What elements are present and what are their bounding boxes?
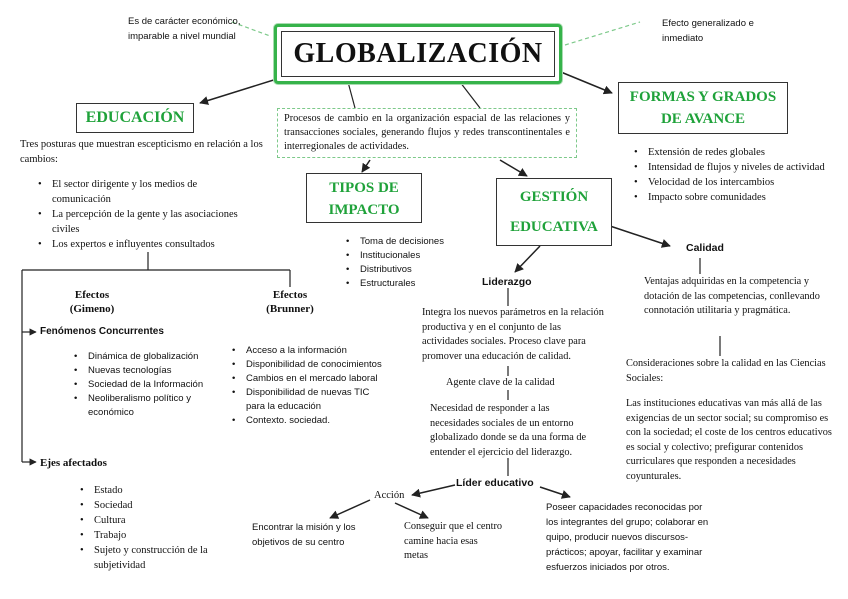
- arrow-title-educacion: [200, 78, 280, 103]
- educacion-box: [76, 103, 194, 133]
- instituciones-text: Las instituciones educativas van más allá de las exigencias de un sector social; su compromiso es con la sociedad; el coste de los centros educativos es social y colectivo; prefigurar contenidos curriculares que responden a necesidades coyunturales.: [626, 398, 832, 482]
- list-item: • Disponibilidad de nuevas TIC para la educación: [230, 386, 390, 414]
- list-item: • Nuevas tecnologías: [72, 364, 212, 378]
- necesidad-text: Necesidad de responder a las necesidades sociales de un entorno globalizado donde se da una forma de entender el ejercicio del liderazgo.: [430, 403, 587, 458]
- line-title-desc2: [460, 82, 480, 108]
- arrow-accion-2: [395, 503, 428, 518]
- brunner-list: [230, 344, 390, 428]
- arrow-gestion-calidad: [610, 226, 670, 246]
- list-item: • Trabajo: [78, 528, 228, 543]
- brunner-heading: [250, 288, 330, 316]
- list-item: • Contexto. sociedad.: [230, 414, 390, 428]
- line-title-desc: [348, 82, 355, 108]
- educacion-title: EDUCACIÓN: [85, 109, 185, 126]
- agente-text: Agente clave de la calidad: [446, 377, 555, 388]
- gestion-title-2: EDUCATIVA: [510, 219, 598, 235]
- arrow-gestion-liderazgo: [515, 246, 540, 272]
- list-item: • Extensión de redes globales: [632, 145, 842, 160]
- arrow-lider-poseer: [540, 487, 570, 497]
- fenomenos-label: Fenómenos Concurrentes: [40, 326, 164, 337]
- gestion-title-1: GESTIÓN: [519, 189, 589, 205]
- educacion-intro: Tres posturas que muestran escepticismo en relación a los cambios:: [20, 139, 263, 165]
- ejes-label: Ejes afectados: [40, 457, 107, 469]
- list-item: • Cambios en el mercado laboral: [230, 372, 390, 386]
- list-item: • La percepción de la gente y las asociaciones civiles: [36, 207, 258, 237]
- tipos-box: [306, 173, 422, 223]
- formas-box: [618, 82, 788, 134]
- list-item: • Distributivos: [344, 263, 474, 277]
- lider-label: Líder educativo: [456, 477, 534, 489]
- list-item: • Estado: [78, 483, 228, 498]
- list-item: • Toma de decisiones: [344, 235, 474, 249]
- list-item: • Velocidad de los intercambios: [632, 175, 842, 190]
- list-item: • Estructurales: [344, 277, 474, 291]
- dashed-connector-right: [565, 22, 640, 45]
- center-description: Procesos de cambio en la organización espacial de las relaciones y transacciones sociales, generando flujos y redes transcontinentales e interregionales de actividades.: [277, 108, 577, 158]
- formas-list: [632, 145, 842, 205]
- arrow-lider-accion: [412, 485, 455, 495]
- list-item: • Dinámica de globalización: [72, 350, 212, 364]
- ejes-list: [78, 483, 228, 573]
- list-item: • Los expertos e influyentes consultados: [36, 237, 258, 252]
- accion-2: Conseguir que el centro camine hacia esas metas: [404, 521, 503, 561]
- calidad-text: Ventajas adquiridas en la competencia y dotación de las competencias, conllevando connotación utilitaria y pragmática.: [644, 276, 820, 316]
- gimeno-title-1: Efectos: [74, 289, 110, 301]
- note-left: Es de carácter económico, imparable a nivel mundial: [128, 16, 241, 42]
- arrow-desc-tipos: [362, 160, 370, 172]
- list-item: • Institucionales: [344, 249, 474, 263]
- fenomenos-list: [72, 350, 212, 420]
- main-title: GLOBALIZACIÓN: [293, 38, 543, 69]
- list-item: • Neoliberalismo político y económico: [72, 392, 212, 420]
- list-item: • Impacto sobre comunidades: [632, 190, 842, 205]
- liderazgo-label: Liderazgo: [482, 276, 532, 288]
- tipos-title: TIPOS DE IMPACTO: [328, 180, 400, 218]
- educacion-list: [36, 177, 258, 252]
- list-item: • Sociedad de la Información: [72, 378, 212, 392]
- brunner-title-1: Efectos: [272, 289, 308, 301]
- consideraciones-text: Consideraciones sobre la calidad en las Ciencias Sociales:: [626, 358, 826, 384]
- tipos-list: [344, 235, 474, 291]
- list-item: • El sector dirigente y los medios de comunicación: [36, 177, 258, 207]
- title-box: [274, 24, 562, 84]
- poseer-text: Poseer capacidades reconocidas por los integrantes del grupo; colaborar en quipo, producir nuevos discursos-prácticos; apoyar, facilitar y examinar esfuerzos iniciados por otros.: [546, 502, 709, 573]
- calidad-label: Calidad: [686, 242, 724, 254]
- accion-label: Acción: [374, 490, 405, 501]
- arrow-title-formas: [556, 70, 612, 93]
- accion-1: Encontrar la misión y los objetivos de su centro: [252, 522, 356, 548]
- gimeno-title-2: (Gimeno): [69, 303, 115, 315]
- list-item: • Acceso a la información: [230, 344, 390, 358]
- formas-title: FORMAS Y GRADOS DE AVANCE: [629, 89, 777, 127]
- gimeno-heading: [52, 288, 132, 316]
- gestion-box: [496, 178, 612, 246]
- arrow-accion-1: [330, 500, 370, 518]
- liderazgo-text: Integra los nuevos parámetros en la relación productiva y en el conjunto de las actividades sociales. Proceso clave para promover una educación de calidad.: [422, 307, 604, 362]
- arrow-desc-gestion: [500, 160, 527, 176]
- list-item: • Cultura: [78, 513, 228, 528]
- list-item: • Sujeto y construcción de la subjetividad: [78, 543, 228, 573]
- list-item: • Intensidad de flujos y niveles de actividad: [632, 160, 842, 175]
- list-item: • Sociedad: [78, 498, 228, 513]
- note-right: Efecto generalizado e inmediato: [662, 18, 754, 44]
- brunner-title-2: (Brunner): [266, 303, 314, 315]
- list-item: • Disponibilidad de conocimientos: [230, 358, 390, 372]
